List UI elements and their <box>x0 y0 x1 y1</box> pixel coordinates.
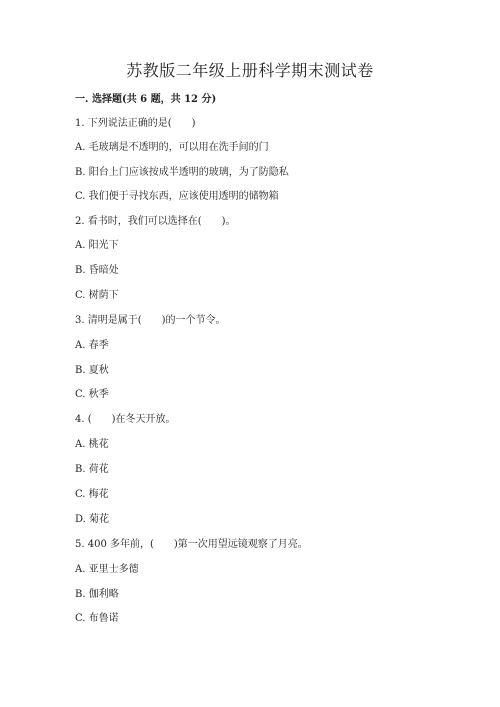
question-5-option-b: B. 伽利略 <box>75 589 119 600</box>
question-5-option-a: A. 亚里士多德 <box>75 564 139 575</box>
question-2-option-b: B. 昏暗处 <box>75 265 119 276</box>
question-2-stem: 2. 看书时，我们可以选择在( )。 <box>75 216 236 227</box>
question-4-stem: 4. ( )在冬天开放。 <box>75 414 176 425</box>
question-1-option-c: C. 我们便于寻找东西，应该使用透明的储物箱 <box>75 191 279 202</box>
question-1-option-a: A. 毛玻璃是不透明的，可以用在洗手间的门 <box>75 142 269 153</box>
question-1-option-b: B. 阳台上门应该按成半透明的玻璃，为了防隐私 <box>75 167 289 178</box>
question-3-option-b: B. 夏秋 <box>75 365 109 376</box>
section-header: 一. 选择题(共 6 题，共 12 分) <box>75 94 217 105</box>
question-3-option-c: C. 秋季 <box>75 389 109 400</box>
question-5-option-c: C. 布鲁诺 <box>75 613 119 624</box>
question-2-option-c: C. 树荫下 <box>75 290 119 301</box>
question-4-option-a: A. 桃花 <box>75 439 109 450</box>
question-4-option-b: B. 荷花 <box>75 464 109 475</box>
question-4-option-d: D. 菊花 <box>75 514 110 525</box>
question-5-stem: 5. 400 多年前，( )第一次用望远镜观察了月亮。 <box>75 539 308 550</box>
question-3-option-a: A. 春季 <box>75 340 109 351</box>
question-2-option-a: A. 阳光下 <box>75 240 119 251</box>
question-3-stem: 3. 清明是属于( )的一个节令。 <box>75 315 226 326</box>
question-1-stem: 1. 下列说法正确的是( ) <box>75 118 196 129</box>
page-title: 苏教版二年级上册科学期末测试卷 <box>126 61 374 80</box>
question-4-option-c: C. 梅花 <box>75 489 109 500</box>
